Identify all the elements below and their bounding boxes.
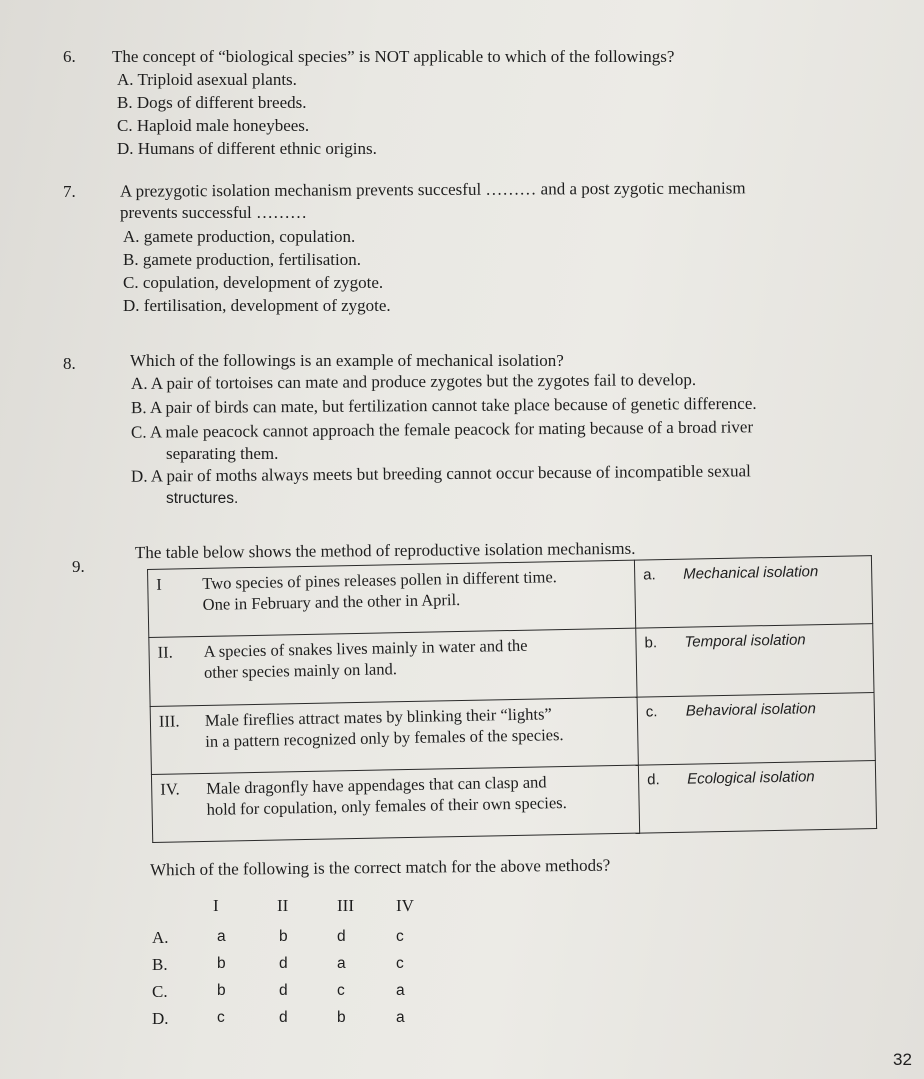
q8-option-d-line2: structures. [166, 490, 239, 507]
answer-option-a [0, 928, 924, 950]
table-cell-mechanism [636, 624, 874, 697]
answer-value: d [279, 982, 288, 999]
q8-option-a: A. A pair of tortoises can mate and produce zygotes but the zygotes fail to develop. [130, 370, 697, 393]
q7-option-d: D. fertilisation, development of zygote. [123, 296, 391, 315]
q8-option-b: B. A pair of birds can mate, but fertilization cannot take place because of genetic difference. [130, 393, 757, 418]
q6-option-a: A. Triploid asexual plants. [117, 70, 297, 89]
row-roman-numeral: IV. [160, 779, 180, 799]
row-description-line2: hold for copulation, only females of their own species. [206, 792, 567, 819]
answer-value: a [217, 928, 226, 945]
mechanism-letter: d. [646, 770, 660, 789]
answer-value: b [337, 1009, 346, 1026]
mechanism-name: Mechanical isolation [683, 563, 819, 583]
q7-option-b: B. gamete production, fertilisation. [123, 250, 361, 269]
q7-option-a: A. gamete production, copulation. [123, 227, 356, 246]
answer-grid-header [0, 896, 924, 918]
header-col-IV: IV [396, 896, 414, 915]
row-roman-numeral: I [156, 574, 162, 594]
row-description-line2: in a pattern recognized only by females of the species. [205, 724, 564, 751]
header-col-II: II [277, 896, 289, 915]
row-description-line1: Male fireflies attract mates by blinking their “lights” [204, 703, 552, 730]
answer-option-c [0, 982, 924, 1004]
table-row [151, 760, 876, 842]
answer-value: a [396, 982, 405, 999]
answer-value: c [396, 955, 404, 972]
answer-option-d [0, 1009, 924, 1031]
q9-question: Which of the following is the correct match for the above methods? [149, 855, 611, 880]
table-cell-description [148, 560, 636, 638]
table-cell-description [149, 628, 637, 706]
answer-value: c [337, 982, 345, 999]
answer-option-b [0, 955, 924, 977]
isolation-mechanisms-table [147, 555, 877, 843]
row-description-line2: One in February and the other in April. [202, 589, 461, 614]
q8-option-c-line1: C. A male peacock cannot approach the female peacock for mating because of a broad river [130, 417, 754, 442]
header-col-I: I [213, 896, 219, 915]
answer-value: a [396, 1009, 405, 1026]
q7-stem-line1: A prezygotic isolation mechanism prevents succesful ……… and a post zygotic mechanism [119, 178, 746, 201]
q6-option-d: D. Humans of different ethnic origins. [117, 139, 377, 158]
page-number: 32 [893, 1050, 912, 1069]
row-roman-numeral: III. [158, 710, 180, 731]
q7-stem-line2: prevents successful ……… [120, 203, 307, 222]
answer-value: a [337, 955, 346, 972]
mechanism-name: Behavioral isolation [685, 699, 817, 720]
q6-option-b: B. Dogs of different breeds. [117, 93, 307, 112]
mechanism-letter: a. [643, 566, 656, 584]
answer-label: C. [152, 982, 168, 1001]
q8-option-c-line2: separating them. [166, 444, 279, 463]
q9-stem: The table below shows the method of reproductive isolation mechanisms. [134, 538, 636, 563]
answer-value: d [279, 955, 288, 972]
mechanism-name: Temporal isolation [684, 631, 806, 651]
q6-stem: The concept of “biological species” is NOT applicable to which of the followings? [112, 47, 675, 66]
q7-option-c: C. copulation, development of zygote. [123, 273, 384, 292]
table-cell-description [150, 697, 638, 775]
row-description-line2: other species mainly on land. [203, 659, 398, 683]
table-cell-mechanism [634, 556, 872, 629]
q6-number: 6. [63, 47, 76, 66]
q8-stem: Which of the followings is an example of mechanical isolation? [130, 351, 564, 370]
answer-value: b [217, 955, 226, 972]
row-description-line1: A species of snakes lives mainly in water and the [203, 635, 528, 662]
table-cell-description [151, 765, 639, 843]
answer-value: b [217, 982, 226, 999]
mechanism-letter: c. [645, 702, 658, 720]
answer-value: d [279, 1009, 288, 1026]
q6-option-c: C. Haploid male honeybees. [117, 116, 310, 135]
answer-value: d [337, 928, 346, 945]
answer-value: c [217, 1009, 225, 1026]
answer-label: D. [152, 1009, 169, 1028]
row-roman-numeral: II. [157, 642, 173, 663]
mechanism-name: Ecological isolation [686, 767, 815, 788]
header-col-III: III [337, 896, 354, 915]
mechanism-letter: b. [644, 634, 658, 652]
answer-value: b [279, 928, 288, 945]
q8-option-d-line1: D. A pair of moths always meets but breeding cannot occur because of incompatible sexual [130, 461, 751, 486]
q7-number: 7. [63, 182, 76, 201]
row-description-line1: Two species of pines releases pollen in different time. [202, 567, 557, 593]
table-cell-mechanism [637, 692, 875, 765]
answer-value: c [396, 928, 404, 945]
q9-number: 9. [72, 557, 85, 576]
q8-number: 8. [63, 354, 76, 373]
table-cell-mechanism [638, 760, 876, 833]
row-description-line1: Male dragonfly have appendages that can clasp and [206, 772, 547, 798]
answer-label: B. [152, 955, 168, 974]
answer-label: A. [152, 928, 169, 947]
